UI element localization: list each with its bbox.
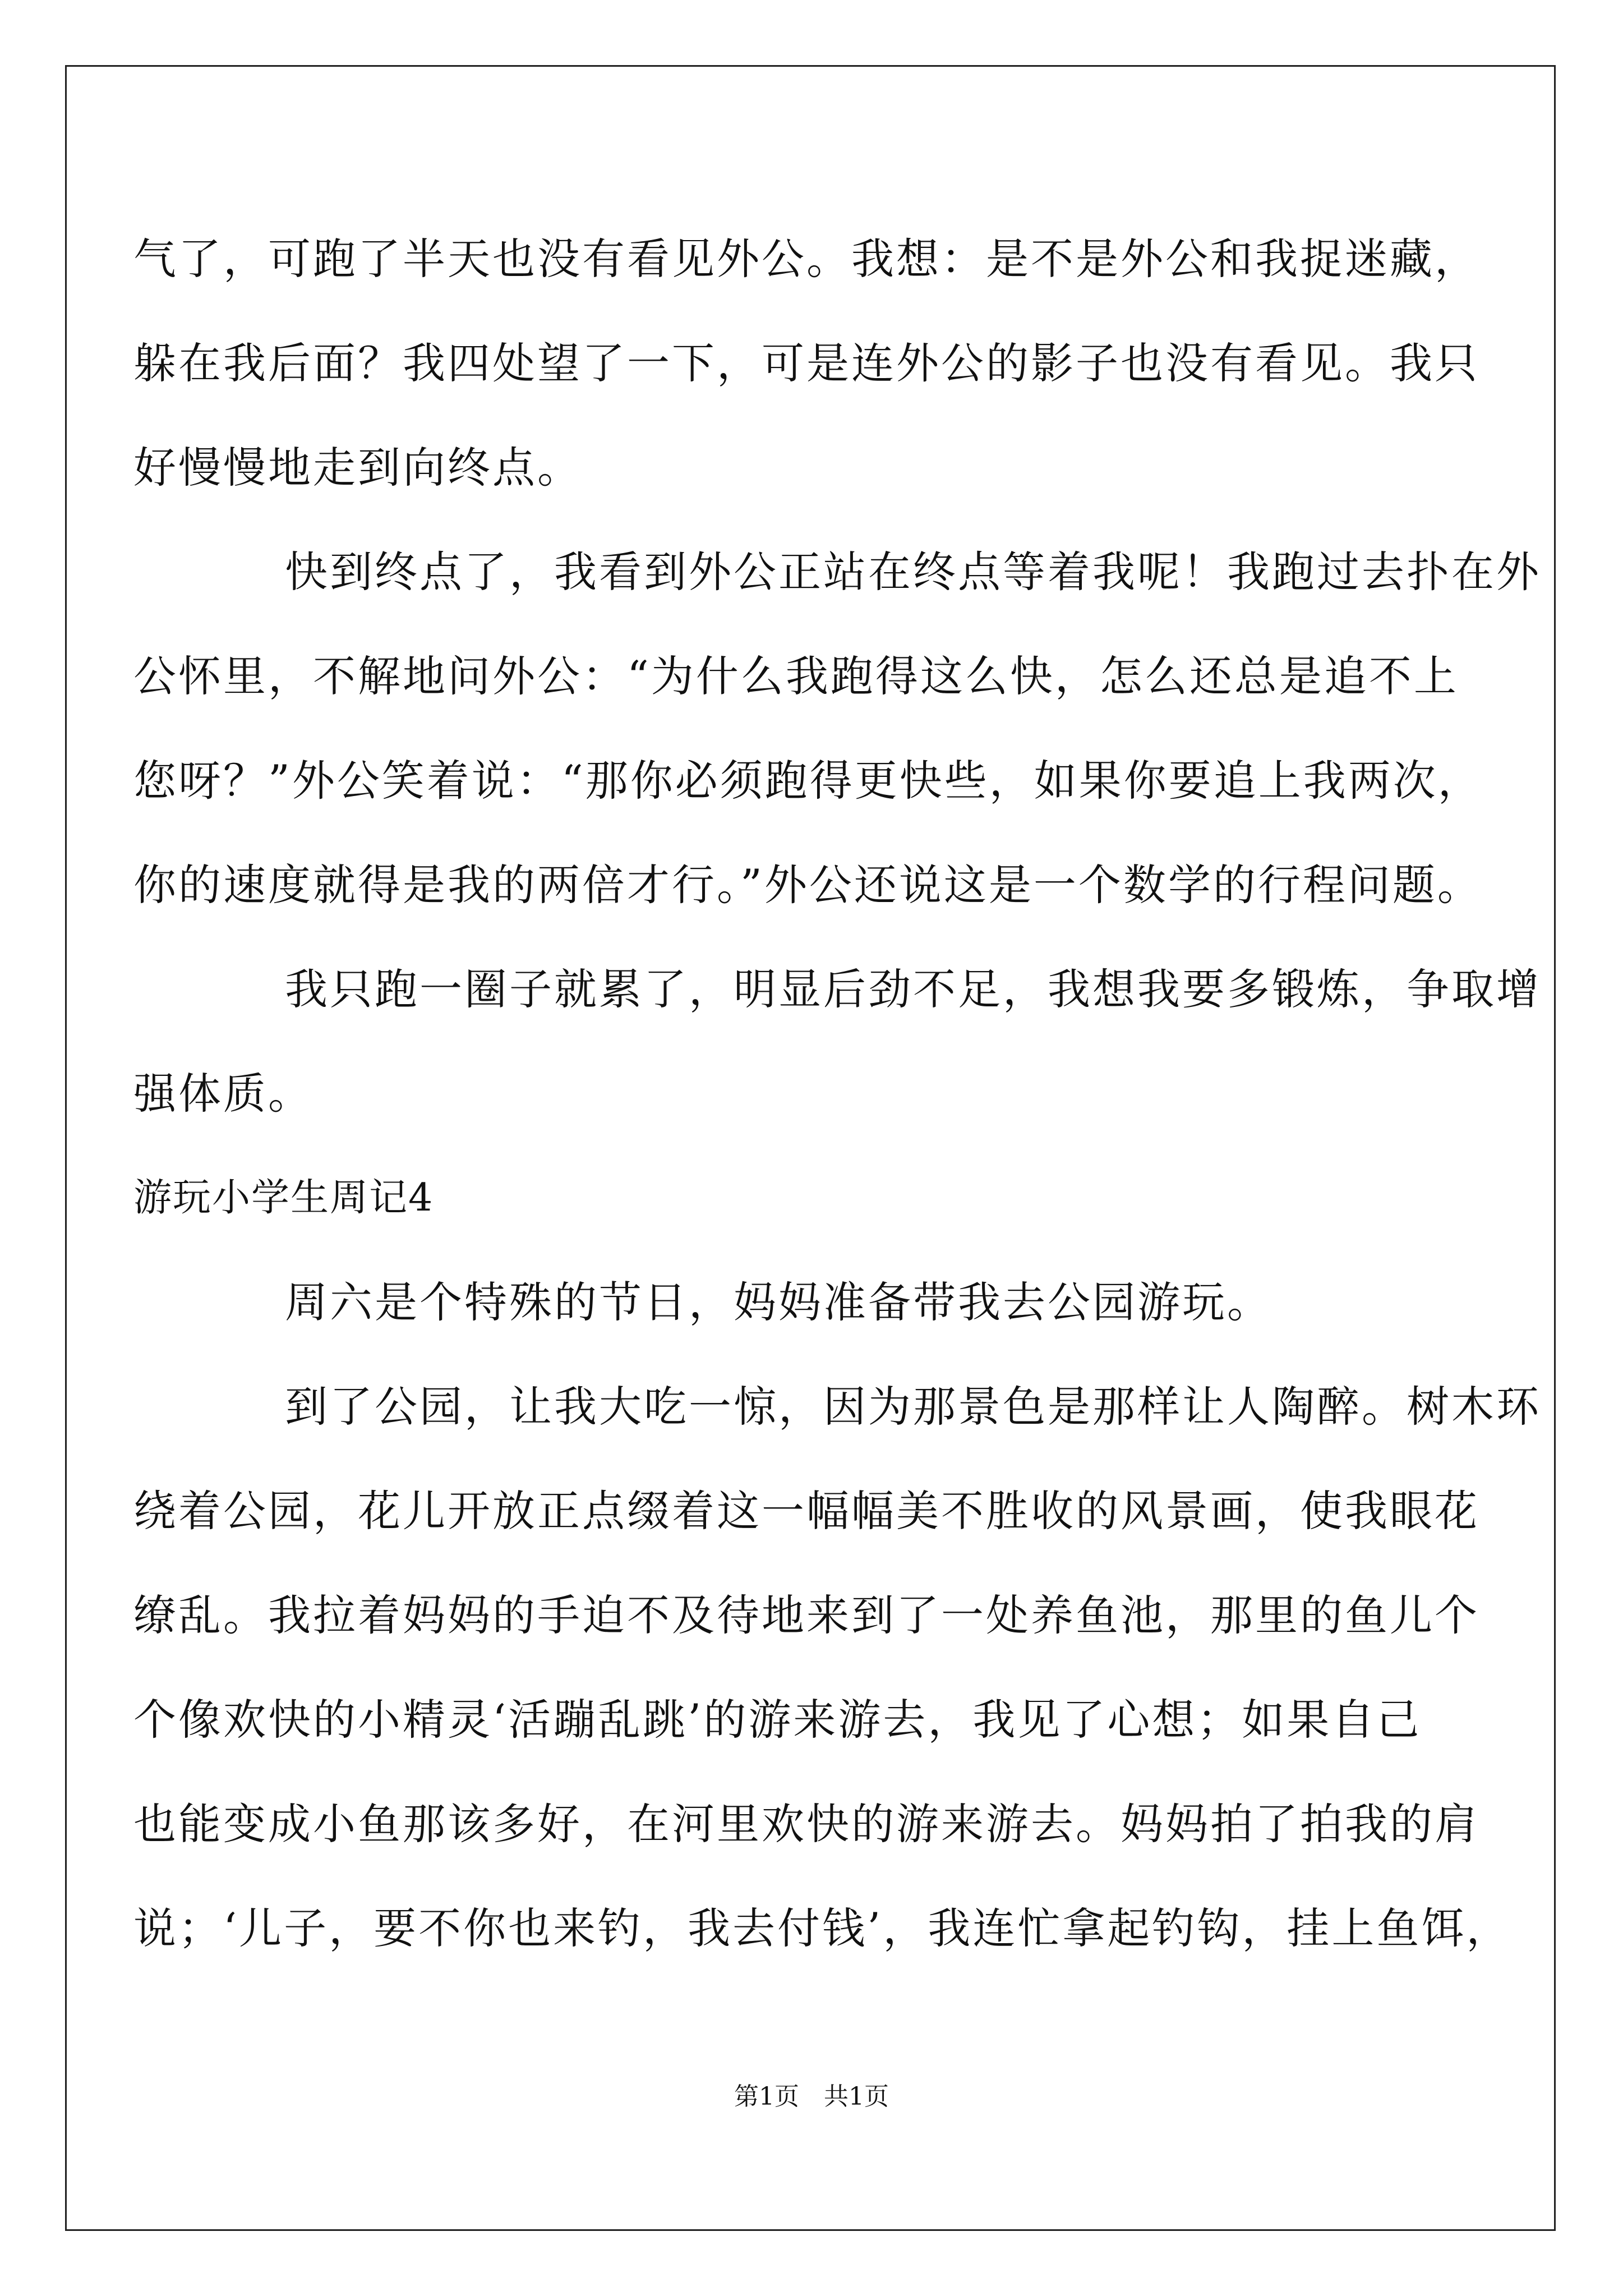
text-line: 个像欢快的小精灵‘活蹦乱跳’的游来游去，我见了心想；如果自己	[133, 1695, 1422, 1745]
text-line: 你的速度就得是我的两倍才行。”外公还说这是一个数学的行程问题。	[133, 860, 1482, 910]
text-line: 躲在我后面？我四处望了一下，可是连外公的影子也没有看见。我只	[133, 338, 1479, 388]
text-line: 公怀里，不解地问外公：“为什么我跑得这么快，怎么还总是追不上	[133, 651, 1459, 701]
text-line: 强体质。	[133, 1069, 313, 1119]
section-heading: 游玩小学生周记4	[133, 1176, 434, 1220]
text-line: 快到终点了，我看到外公正站在终点等着我呢！我跑过去扑在外	[285, 547, 1541, 597]
text-line: 您呀？”外公笑着说：“那你必须跑得更快些，如果你要追上我两次，	[133, 756, 1483, 806]
text-line: 到了公园，让我大吃一惊，因为那景色是那样让人陶醉。树木环	[285, 1382, 1541, 1432]
text-line: 说；‘儿子，要不你也来钓，我去付钱’，我连忙拿起钓钩，挂上鱼饵，	[133, 1903, 1511, 1953]
text-line: 周六是个特殊的节日，妈妈准备带我去公园游玩。	[285, 1277, 1272, 1327]
text-line: 好慢慢地走到向终点。	[133, 443, 582, 493]
text-line: 气了，可跑了半天也没有看见外公。我想：是不是外公和我捉迷藏，	[133, 234, 1479, 284]
text-line: 缭乱。我拉着妈妈的手迫不及待地来到了一处养鱼池，那里的鱼儿个	[133, 1590, 1479, 1640]
text-line: 绕着公园，花儿开放正点缀着这一幅幅美不胜收的风景画，使我眼花	[133, 1486, 1479, 1536]
text-line: 也能变成小鱼那该多好，在河里欢快的游来游去。妈妈拍了拍我的肩	[133, 1799, 1479, 1849]
page-footer: 第1页 共1页	[734, 2082, 889, 2111]
text-line: 我只跑一圈子就累了，明显后劲不足，我想我要多锻炼，争取增	[285, 964, 1541, 1014]
